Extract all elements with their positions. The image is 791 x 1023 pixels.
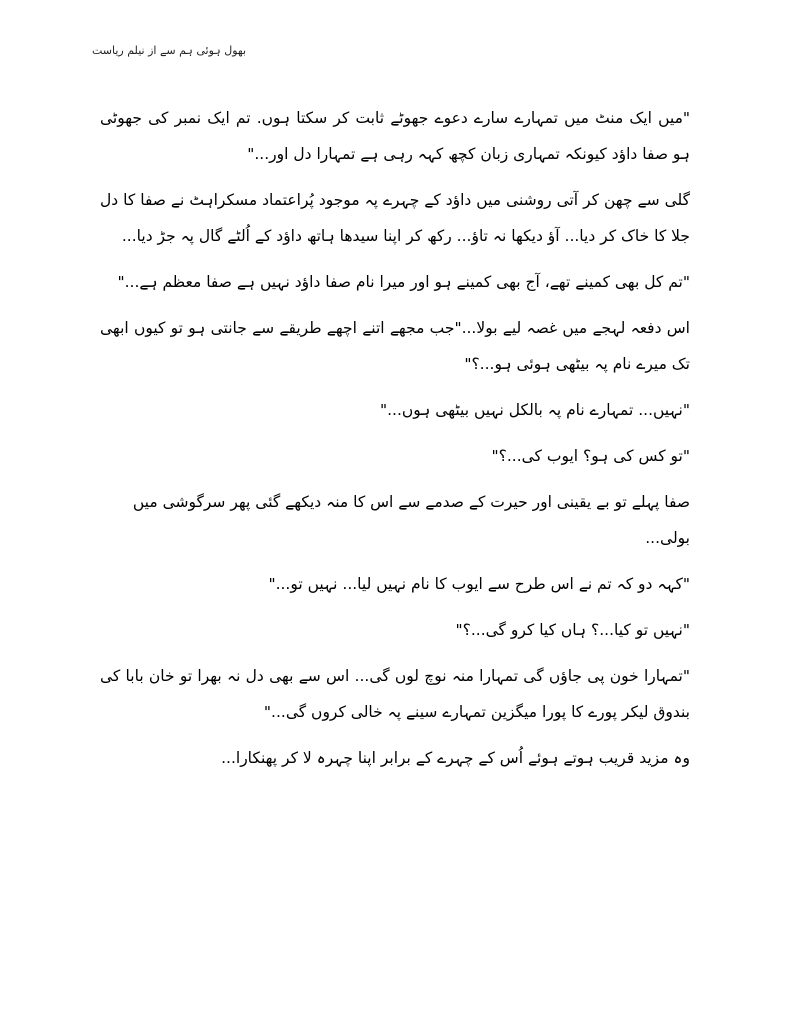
paragraph: اس دفعہ لہجے میں غصہ لیے بولا..."جب مجھے اتنے اچھے طریقے سے جانتی ہو تو کیوں ابھی تک میرے نام پہ بیٹھی ہوئی ہو...؟" <box>100 319 690 373</box>
paragraph: وہ مزید قریب ہوتے ہوئے اُس کے چہرے کے برابر اپنا چہرہ لا کر پھنکارا... <box>221 749 690 767</box>
paragraph: "تو کس کی ہو؟ ایوب کی...؟" <box>491 447 690 465</box>
paragraph: "تمہارا خون پی جاؤں گی تمہارا منہ نوچ لوں گی... اس سے بھی دل نہ بھرا تو خان بابا کی بندوق لیکر پورے کا پورا میگزین تمہارے سینے پہ خالی کروں گی..." <box>100 667 690 721</box>
paragraph: "نہیں... تمہارے نام پہ بالکل نہیں بیٹھی ہوں..." <box>380 401 690 419</box>
paragraph: "میں ایک منٹ میں تمہارے سارے دعوے جھوٹے ثابت کر سکتا ہوں. تم ایک نمبر کی جھوٹی ہو صفا داؤد کیونکہ تمہاری زبان کچھ کہہ رہی ہے تمہارا دل اور..." <box>100 109 690 163</box>
paragraph: گلی سے چھن کر آتی روشنی میں داؤد کے چہرے پہ موجود پُراعتماد مسکراہٹ نے صفا کا دل جلا کا خاک کر دیا... آؤ دیکھا نہ تاؤ... رکھ کر اپنا سیدھا ہاتھ داؤد کے اُلٹے گال پہ جڑ دیا... <box>100 191 690 245</box>
page-header: بھول ہوئی ہم سے از نیلم ریاست <box>92 44 247 57</box>
paragraph: "کہہ دو کہ تم نے اس طرح سے ایوب کا نام نہیں لیا... نہیں تو..." <box>268 575 690 593</box>
paragraph: "تم کل بھی کمینے تھے، آج بھی کمینے ہو اور میرا نام صفا داؤد نہیں ہے صفا معظم ہے..." <box>117 273 690 291</box>
paragraph: صفا پہلے تو بے یقینی اور حیرت کے صدمے سے اس کا منہ دیکھے گئی پھر سرگوشی میں بولی... <box>132 493 690 547</box>
paragraph: "نہیں تو کیا...؟ ہاں کیا کرو گی...؟" <box>455 621 690 639</box>
body-text <box>100 100 690 786</box>
